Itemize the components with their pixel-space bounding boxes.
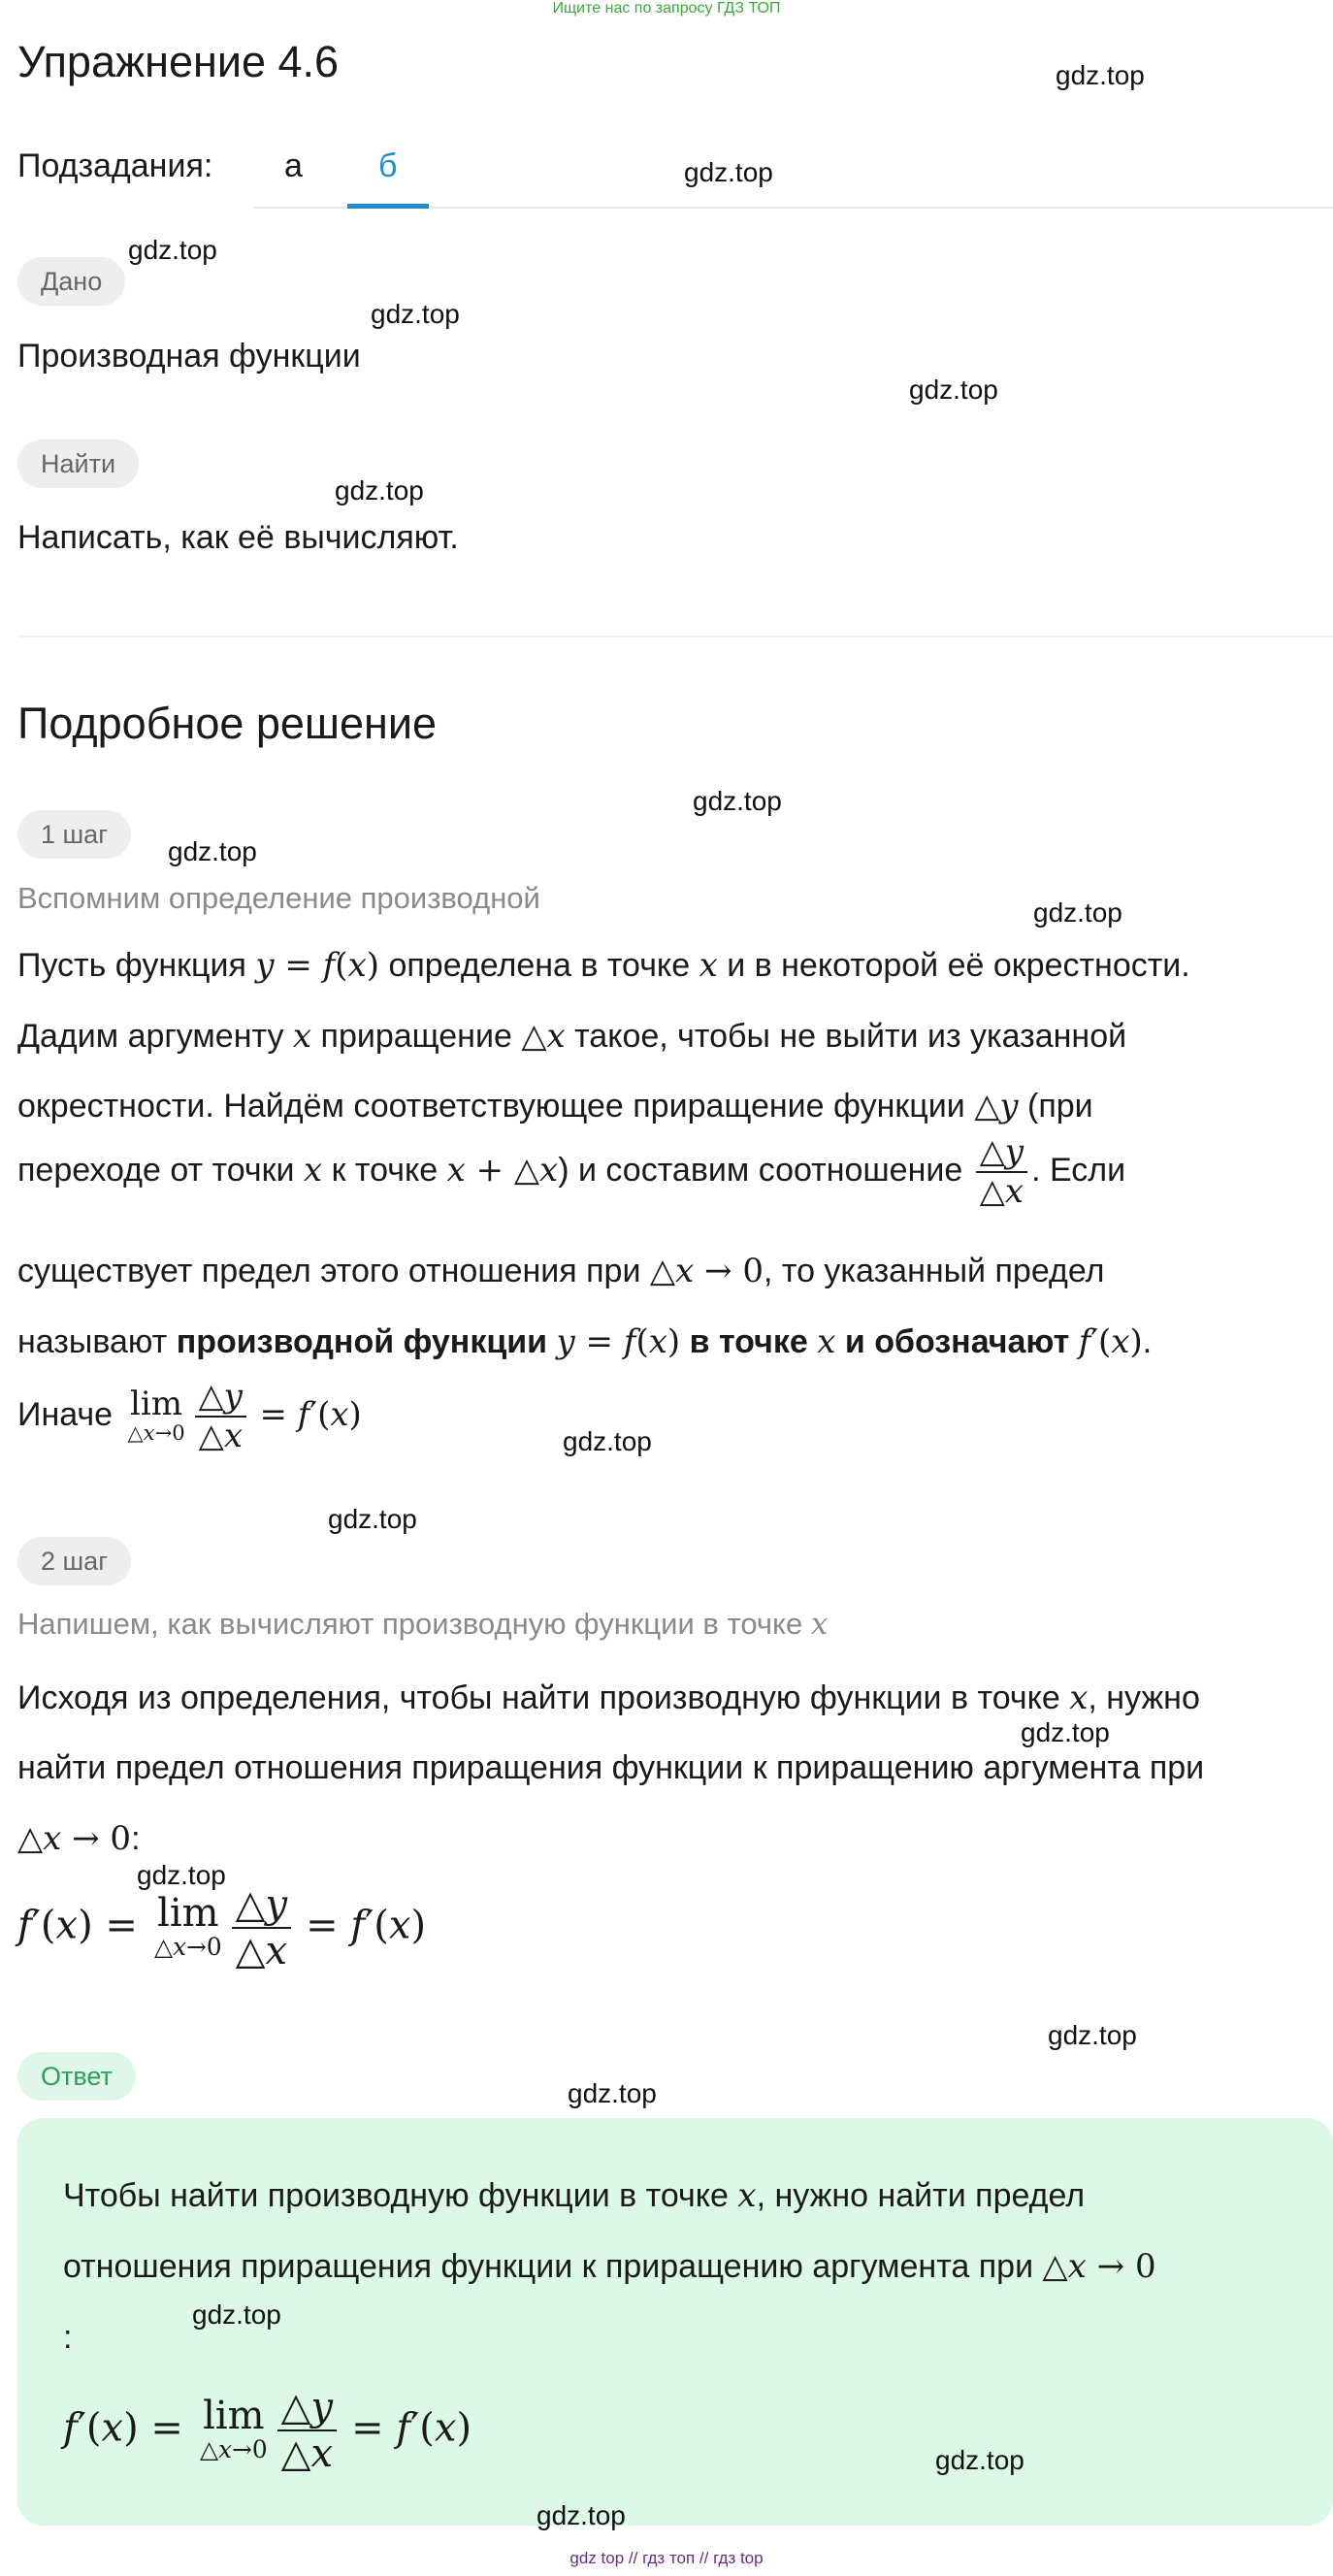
watermark: gdz.top [693,786,782,816]
step2-hint: Напишем, как вычисляют производную функции в точке x [17,1607,829,1642]
answer-chip: Ответ [17,2052,136,2101]
find-text: Написать, как её вычисляют. [17,519,459,556]
footer-links[interactable]: gdz top // гдз топ // гдз top [569,2549,764,2567]
watermark: gdz.top [137,1860,226,1890]
watermark: gdz.top [1033,897,1122,928]
active-tab-indicator [347,204,429,209]
step2-formula: f′(x) = lim △x→0 $\frac{\triangle y}{\triangle x}$ = f′(x) [17,1882,427,1973]
step2-line2: найти предел отношения приращения функции к приращению аргумента при [17,1749,1205,1786]
watermark: gdz.top [1048,2020,1137,2050]
limit-expression: lim △x→0 [127,1385,185,1446]
page-title: Упражнение 4.6 [17,37,340,86]
step2-chip: 2 шаг [17,1537,131,1585]
watermark: gdz.top [568,2078,657,2108]
step1-line1: Пусть функция y = f(x) определена в точке x и в некоторой её окрестности. [17,946,1190,985]
watermark: gdz.top [328,1504,417,1534]
section-divider [17,636,1333,637]
answer-line1: Чтобы найти производную функции в точке x, нужно найти предел [63,2176,1086,2215]
given-chip: Дано [17,257,125,306]
step1-line3: окрестности. Найдём соответствующее приращение функции △y (при [17,1087,1093,1125]
step2-line1: Исходя из определения, чтобы найти производную функции в точке x, нужно [17,1679,1200,1717]
answer-formula: f′(x) = lim △x→0 $\frac{\triangle y}{\triangle x}$ = f′(x) [63,2385,472,2476]
watermark: gdz.top [935,2445,1024,2475]
answer-line2: отношения приращения функции к приращению аргумента при △x → 0 [63,2247,1156,2286]
find-chip: Найти [17,440,139,488]
watermark: gdz.top [335,475,424,505]
step2-line3: △x → 0: [17,1819,141,1858]
watermark: gdz.top [684,157,773,187]
watermark: gdz.top [1056,60,1145,90]
step1-hint: Вспомним определение производной [17,881,540,915]
step1-line2: Дадим аргументу x приращение △x такое, чтобы не выйти из указанной [17,1017,1127,1056]
watermark: gdz.top [1021,1717,1110,1747]
watermark: gdz.top [909,375,998,405]
step1-line7: Иначе lim △x→0 $\frac{\triangle y}{\triangle x}$ = f′(x) [17,1377,362,1456]
step1-line5: существует предел этого отношения при △x → 0, то указанный предел [17,1252,1105,1290]
step1-line4: переходе от точки x к точке x + △x) и составим соотношение $\frac{\triangle y}{\triangle x}$ . Если [17,1132,1126,1212]
tab-a[interactable]: а [284,147,303,184]
answer-line3: : [63,2319,73,2356]
step1-line6: называют производной функции y = f(x) в точке x и обозначают f′(x). [17,1322,1153,1361]
watermark: gdz.top [536,2500,626,2530]
step1-chip: 1 шаг [17,810,131,859]
watermark: gdz.top [128,235,217,265]
tab-b[interactable]: б [378,147,398,184]
watermark: gdz.top [168,836,257,866]
fraction-dy-dx: $\frac{\triangle y}{\triangle x}$ [976,1133,1027,1211]
solution-title: Подробное решение [17,699,438,748]
watermark: gdz.top [371,299,460,329]
top-notice: Ищите нас по запросу ГДЗ ТОП [552,0,781,16]
watermark: gdz.top [563,1426,652,1456]
given-text: Производная функции [17,338,361,375]
subtasks-label: Подзадания: [17,147,213,184]
watermark: gdz.top [192,2299,281,2330]
